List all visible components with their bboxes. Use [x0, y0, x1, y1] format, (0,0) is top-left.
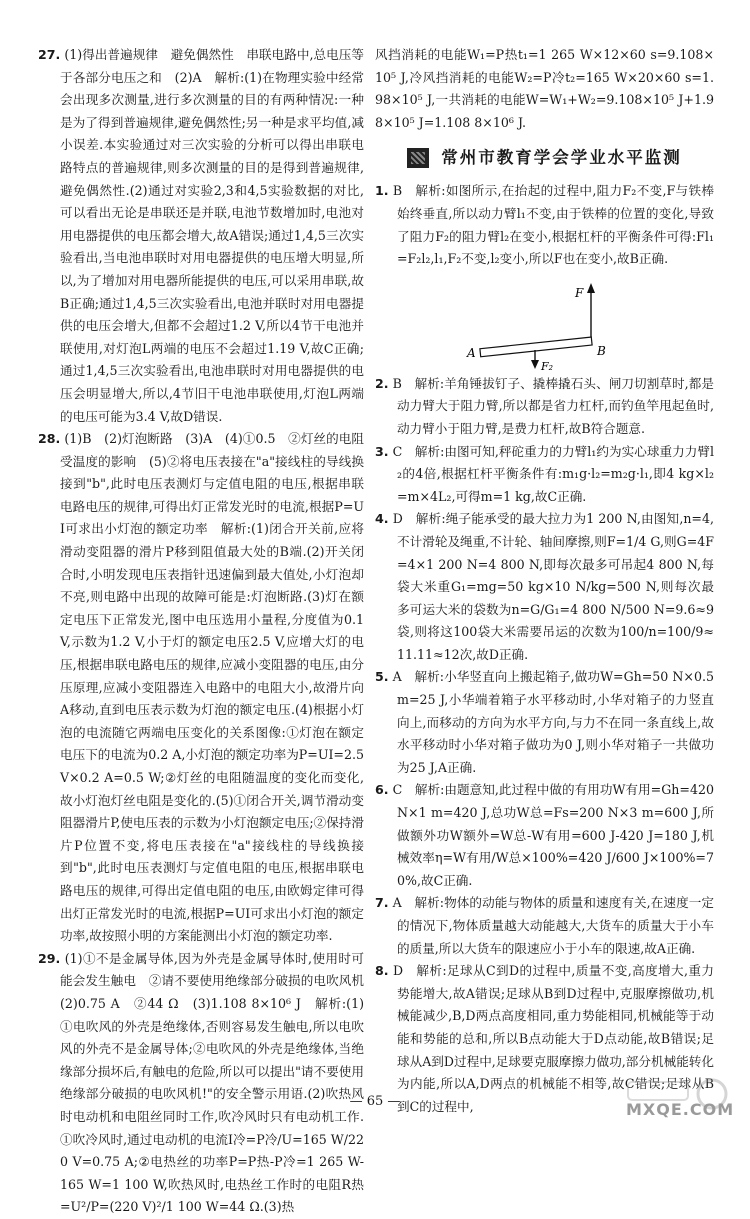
answer-text: (1)得出普遍规律 避免偶然性 串联电路中,总电压等于各部分电压之和 (2)A 解析:(1)在物理实验中经常会出现多次测量,进行多次测量的目的有两种情况:一种是为了得到普遍规律,避免偶然性;另一种是求平均值,减小误差.本实验通过对三次实验的分析可以得出串联电路特点的普遍规律,则多次测量的目的是得到普遍规律,避免偶然性.(2)通过对实验2,3和4,5实验数据的对比,可以看出无论是串联还是并联,电池节数增加时,电池对用电器提供的电压都会增大,故A错误;通过1,4,5三次实验看出,当电池串联时对用电器提供的电压增大明显,所以,为了增加对用电器所能提供的电压,可以采用串联,故B正确;通过1,4,5三次实验看出,电池并联时对用电器提供的电压会增大,但都不会超过1.2 V,所以4节干电池并联使用,对灯泡L两端的电压不会超过1.19 V,故C正确;通过1,4,5三次实验看出,电池串联时对用电器提供的电压会明显增大,所以,4节旧干电池串联使用,灯泡L两端的电压可能为3.4 V,故D错误. — [60, 47, 364, 424]
question-number: 27. — [38, 47, 61, 62]
lever-figure — [375, 275, 714, 371]
left-column — [38, 44, 377, 1219]
answer-text: B 解析:羊角锤拔钉子、撬棒撬石头、闸刀切割草时,都是动力臂大于阻力臂,所以都是省力杠杆,而钓鱼竿甩起鱼时,动力臂小于阻力臂,是费力杠杆,故B符合题意. — [392, 375, 714, 436]
answer-text: (1)B (2)灯泡断路 (3)A (4)①0.5 ②灯丝的电阻受温度的影响 (5)②将电压表接在"a"接线柱的导线换接到"b",此时电压表测灯与定值电阻的电压,根据串联电路电压的规律,可得出灯正常发光时的电流,根据P=UI可求出小灯泡的额定功率 解析:(1)闭合开关前,应将滑动变阻器的滑片P移到阻值最大处的B端.(2)开关闭合时,小明发现电压表指针迅速偏到最大值处,小灯泡却不亮,则电路中出现的故障可能是:灯泡断路.(3)灯在额定电压下正常发光,图中电压选用小量程,分度值为0.1 V,示数为1.2 V,小于灯的额定电压2.5 V,应增大灯的电压,根据串联电路电压的规律,应减小变阻器的电压,由分压原理,应减小变阻器连入电路中的电阻大小,故滑片向A移动,直到电压表示数为灯泡的额定电压.(4)根据小灯泡的电流随它两端电压变化的关系图像:①灯泡在额定电压下的电流为0.2 A,小灯泡的额定功率为P=UI=2.5 V×0.2 A=0.5 W;②灯丝的电阻随温度的变化而变化,故小灯泡灯丝电阻是变化的.(5)①闭合开关,调节滑动变阻器滑片P,使电压表的示数为小灯泡额定电压;②保持滑片P位置不变,将电压表接在"a"接线柱的导线换接到"b",此时电压表测灯与定值电阻的电压,根据串联电路电压的规律,可得出定值电阻的电压,由欧姆定律可得出灯正常发光时的电流,根据P=UI可求出小灯泡的额定功率,故按照小明的方案能测出小灯泡的额定功率. — [60, 431, 364, 944]
question-number: 4. — [375, 511, 389, 527]
answer-4 — [375, 508, 714, 666]
point-a-label: A — [467, 345, 476, 360]
answer-2 — [375, 373, 714, 441]
force-label: F — [575, 285, 584, 300]
answer-3 — [375, 441, 714, 509]
question-number: 7. — [375, 895, 389, 911]
answer-text: B 解析:如图所示,在抬起的过程中,阻力F₂不变,F与铁棒始终垂直,所以动力臂l₁不变,由于铁棒的位置的变化,导致了阻力F₂的阻力臂l₂在变小,根据杠杆的平衡条件可得:Fl₁=F₂l₂,l₁,F₂不变,l₂变小,所以F也在变小,故B正确. — [392, 183, 714, 267]
answer-text: D 解析:足球从C到D的过程中,质量不变,高度增大,重力势能增大,故A错误;足球从B到D过程中,克服摩擦做功,机械能减少,B,D两点高度相同,重力势能相同,机械能等于动能和势能的总和,所以B点动能大于D点动能,故B错误;足球从A到D过程中,足球要克服摩擦力做功,部分机械能转化为内能,所以A,D两点的机械能不相等,故C错误;足球从B到C的过程中, — [392, 963, 714, 1114]
answer-1 — [375, 180, 714, 270]
answer-text: A 解析:小华竖直向上搬起箱子,做功W=Gh=50 N×0.5 m=25 J,小华端着箱子水平移动时,小华对箱子的力竖直向上,而移动的方向为水平方向,与力不在同一条直线上,故水平移动时小华对箱子做功为0 J,则小华对箱子一共做功为25 J,A正确. — [392, 669, 714, 775]
section-heading — [375, 144, 714, 172]
question-number: 1. — [375, 183, 389, 199]
page-number: — 65 — — [349, 1094, 401, 1109]
answer-text: C 解析:由图可知,秤砣重力的力臂l₁约为实心球重力力臂l₂的4倍,根据杠杆平衡条件有:m₁g·l₂=m₂g·l₁,即4 kg×l₂=m×4L₂,可得m=1 kg,故C正确. — [392, 443, 714, 504]
answer-text: D 解析:绳子能承受的最大拉力为1 200 N,由图知,n=4,不计滑轮及绳重,不计轮、轴间摩擦,则F=1/4 G,则G=4F=4×1 200 N=4 800 N,即每次最多可吊起4 800 N,每袋大米重G₁=mg=50 kg×10 N/kg=500 N,则每次最多可运大米的袋数为n=G/G₁=4 800 N/500 N=9.6≈9袋,则将这100袋大米需要吊运的次数为100/n=100/9≈11.11≈12次,故D正确. — [392, 511, 714, 662]
answer-5 — [375, 666, 714, 779]
answer-text: A 解析:物体的动能与物体的质量和速度有关,在速度一定的情况下,物体质量越大动能越大,大货车的质量大于小车的质量,所以大货车的限速应小于小车的限速,故A正确. — [392, 895, 714, 956]
question-number: 8. — [375, 963, 389, 979]
answer-29-continued: 风挡消耗的电能W₁=P热t₁=1 265 W×12×60 s=9.108×10⁵ J,冷风挡消耗的电能W₂=P冷t₂=165 W×20×60 s=1.98×10⁵ J,一共消耗的电能W=W₁+W₂=9.108×10⁵ J+1.98×10⁵ J=1.108 8×10⁶ J. — [375, 47, 714, 130]
section-badge-icon — [407, 148, 429, 168]
point-b-label: B — [597, 343, 606, 358]
answer-27 — [38, 44, 364, 428]
question-number: 3. — [375, 443, 389, 459]
question-number: 28. — [38, 431, 61, 447]
answer-7 — [375, 892, 714, 960]
weight-label: F₂ — [541, 359, 554, 371]
question-number: 6. — [375, 782, 389, 798]
right-column — [375, 44, 714, 1118]
question-number: 29. — [38, 950, 61, 966]
answer-6 — [375, 779, 714, 892]
answer-text: (1)①不是金属导体,因为外壳是金属导体时,使用时可能会发生触电 ②请不要使用绝缘部分破损的电吹风机 (2)0.75 A ②44 Ω (3)1.108 8×10⁶ J 解析:(1)①电吹风的外壳是绝缘体,否则容易发生触电,所以电吹风的外壳不是金属导体;②电吹风的外壳是绝缘体,当绝缘部分损坏后,有触电的危险,所以可以提出"请不要使用绝缘部分破损的电吹风机!"的安全警示用语.(2)吹热风时电动机和电阻丝同时工作,吹冷风时只有电动机工作.①吹冷风时,通过电动机的电流I冷=P冷/U=165 W/220 V=0.75 A;②电热丝的功率P=P热-P冷=1 265 W-165 W=1 100 W,吹热风时,电热丝工作时的电阻R热=U²/P=(220 V)²/1 100 W=44 Ω.(3)热 — [60, 950, 377, 1215]
answer-text: C 解析:由题意知,此过程中做的有用功W有用=Gh=420 N×1 m=420 J,总功W总=Fs=200 N×3 m=600 J,所做额外功W额外=W总-W有用=600 J-420 J=180 J,机械效率η=W有用/W总×100%=420 J/600 J×100%=70%,故C正确. — [392, 782, 714, 888]
answer-29 — [38, 948, 377, 1219]
lever-diagram — [375, 275, 714, 371]
question-number: 5. — [375, 669, 389, 685]
section-title: 常州市教育学会学业水平监测 — [441, 148, 682, 168]
watermark-text: MXQE.COM — [626, 1100, 735, 1119]
answer-28 — [38, 428, 364, 948]
question-number: 2. — [375, 375, 389, 391]
